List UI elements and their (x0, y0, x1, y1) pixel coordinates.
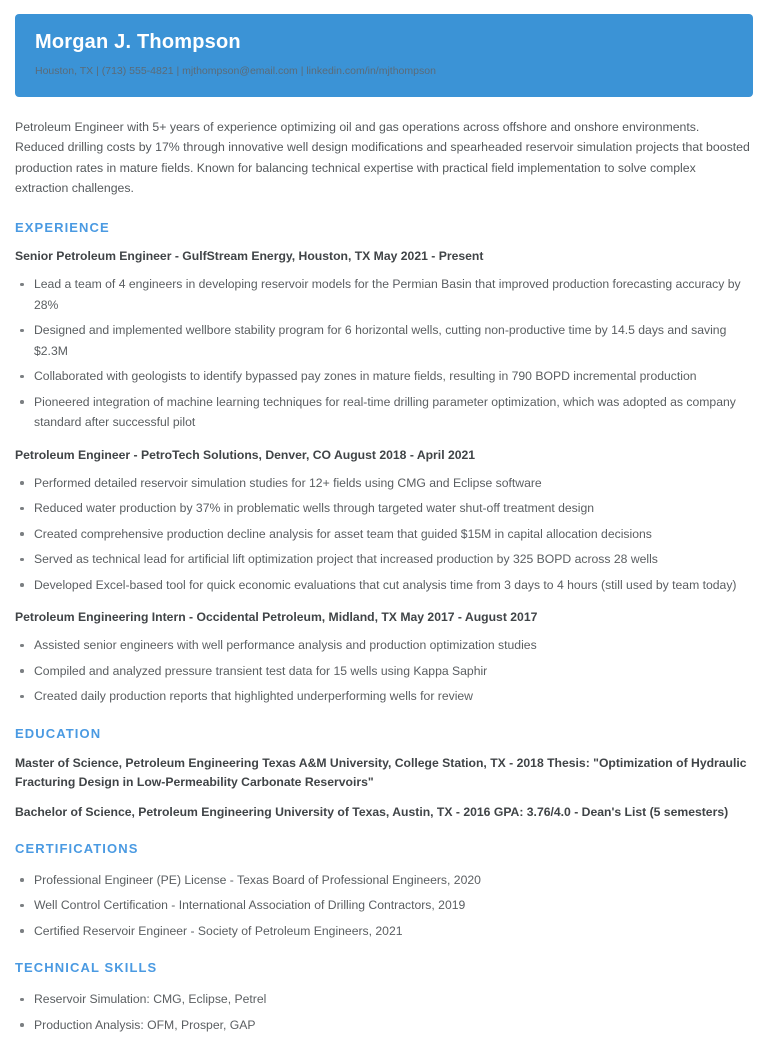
list-item: Assisted senior engineers with well performance analysis and production optimization studies (15, 635, 753, 656)
job-title-line: Petroleum Engineering Intern - Occidental Petroleum, Midland, TX May 2017 - August 2017 (15, 610, 538, 625)
section-technical-skills (15, 960, 753, 1035)
section-heading-certifications: CERTIFICATIONS (15, 841, 139, 857)
list-item: Professional Engineer (PE) License - Texas Board of Professional Engineers, 2020 (15, 870, 753, 891)
section-heading-education: EDUCATION (15, 725, 102, 741)
section-certifications (15, 841, 753, 941)
job-bullet-list (15, 274, 753, 433)
section-experience (15, 220, 753, 707)
list-item: Created comprehensive production decline analysis for asset team that guided $15M in capital allocation decisions (15, 524, 753, 545)
list-item: Reduced water production by 37% in problematic wells through targeted water shut-off treatment design (15, 498, 753, 519)
list-item: Served as technical lead for artificial lift optimization project that increased production by 325 BOPD across 28 wells (15, 549, 753, 570)
job-bullet-list (15, 635, 753, 707)
list-item: Well Control Certification - International Association of Drilling Contractors, 2019 (15, 895, 753, 916)
professional-summary: Petroleum Engineer with 5+ years of experience optimizing oil and gas operations across offshore and onshore environments. Reduced drilling costs by 17% through innovative well design modifications and spearheaded reservoir simulation projects that boosted production rates in mature fields. Known for balancing technical expertise with practical field implementation to solve complex extraction challenges. (15, 119, 750, 196)
list-item: Certified Reservoir Engineer - Society of Petroleum Engineers, 2021 (15, 921, 753, 942)
list-item: Designed and implemented wellbore stability program for 6 horizontal wells, cutting non-productive time by 14.5 days and saving $2.3M (15, 320, 753, 361)
resume-header-banner (15, 14, 753, 97)
list-item: Created daily production reports that highlighted underperforming wells for review (15, 686, 753, 707)
job-title-line: Senior Petroleum Engineer - GulfStream Energy, Houston, TX May 2021 - Present (15, 249, 484, 264)
experience-entry (15, 447, 753, 596)
education-entry: Bachelor of Science, Petroleum Engineering University of Texas, Austin, TX - 2016 GPA: 3.76/4.0 - Dean's List (5 semesters) (15, 805, 729, 820)
list-item: Collaborated with geologists to identify bypassed pay zones in mature fields, resulting in 790 BOPD incremental production (15, 366, 753, 387)
contact-info-line: Houston, TX | (713) 555-4821 | mjthompson@email.com | linkedin.com/in/mjthompson (35, 65, 436, 77)
list-item: Reservoir Simulation: CMG, Eclipse, Petrel (15, 989, 753, 1010)
list-item: Developed Excel-based tool for quick economic evaluations that cut analysis time from 3 days to 4 hours (still used by team today) (15, 575, 753, 596)
section-heading-experience: EXPERIENCE (15, 219, 110, 235)
list-item: Compiled and analyzed pressure transient test data for 15 wells using Kappa Saphir (15, 661, 753, 682)
technical-skills-list (15, 989, 753, 1035)
job-title-line: Petroleum Engineer - PetroTech Solutions, Denver, CO August 2018 - April 2021 (15, 447, 476, 462)
section-education (15, 726, 753, 823)
education-entry: Master of Science, Petroleum Engineering Texas A&M University, College Station, TX - 2018 Thesis: "Optimization of Hydraulic Fracturing Design in Low-Permeability Carbonate Reservoirs" (15, 756, 747, 790)
job-bullet-list (15, 473, 753, 596)
candidate-name: Morgan J. Thompson (35, 31, 241, 53)
list-item: Performed detailed reservoir simulation studies for 12+ fields using CMG and Eclipse software (15, 473, 753, 494)
experience-entry (15, 248, 753, 433)
certification-list (15, 870, 753, 942)
list-item: Production Analysis: OFM, Prosper, GAP (15, 1015, 753, 1036)
experience-entry (15, 609, 753, 707)
section-heading-technical-skills: TECHNICAL SKILLS (15, 960, 158, 976)
list-item: Pioneered integration of machine learning techniques for real-time drilling parameter optimization, which was adopted as company standard after successful pilot (15, 392, 753, 433)
list-item: Lead a team of 4 engineers in developing reservoir models for the Permian Basin that improved production forecasting accuracy by 28% (15, 274, 753, 315)
